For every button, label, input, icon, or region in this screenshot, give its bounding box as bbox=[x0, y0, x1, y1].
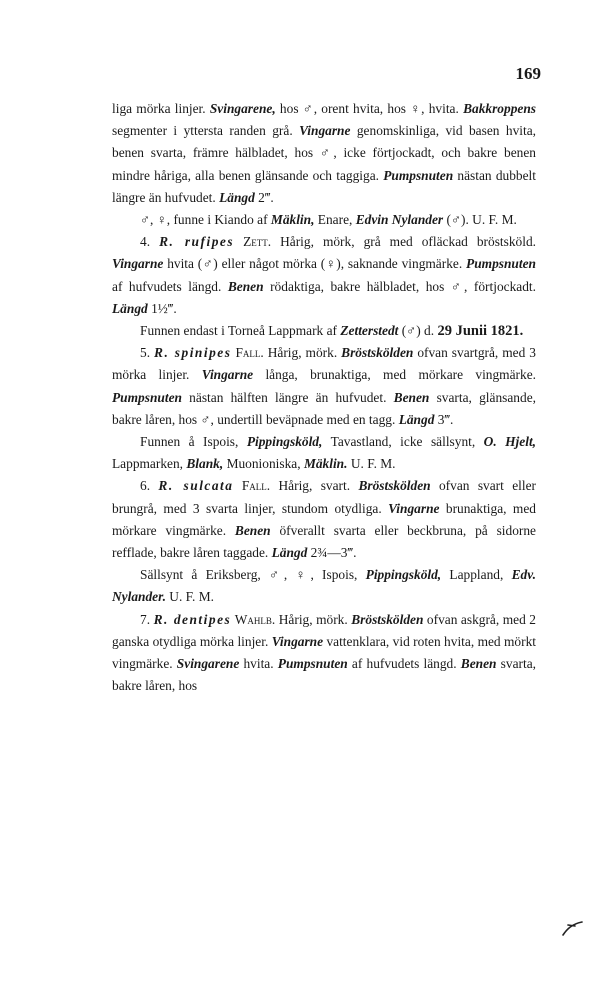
emphasized-text: Fall. bbox=[241, 478, 271, 494]
text-run: 2‴. bbox=[254, 189, 274, 205]
emphasized-text: R. sulcata bbox=[158, 478, 234, 494]
emphasized-text: Vingarne bbox=[271, 633, 324, 649]
text-run: långa, brunaktiga, med mörkare vingmärke. bbox=[253, 367, 536, 383]
paragraph bbox=[112, 98, 536, 209]
emphasized-text: R. rufipes bbox=[159, 234, 235, 250]
emphasized-text: Bröstskölden bbox=[341, 345, 414, 361]
text-run: svarta, bakre låren, hos bbox=[112, 656, 536, 694]
emphasized-text: Längd bbox=[398, 411, 435, 427]
emphasized-text: Wahlb. bbox=[234, 611, 276, 627]
page-number: 169 bbox=[515, 64, 541, 83]
emphasized-text: Benen bbox=[234, 522, 271, 538]
emphasized-text: Pippingsköld, bbox=[246, 434, 323, 450]
text-run: ofvan svart eller brungrå, med 3 svarta linjer, stundom otydliga. bbox=[112, 478, 536, 516]
text-run: U. F. M. bbox=[165, 589, 214, 605]
paragraph bbox=[112, 231, 536, 320]
emphasized-text: Pumpsnuten bbox=[112, 389, 182, 405]
text-run: svarta, glänsande, bakre låren, hos ♂, undertill beväpnade med en tagg. bbox=[112, 389, 536, 427]
emphasized-text: Bakkroppens bbox=[463, 101, 536, 116]
text-run bbox=[234, 234, 243, 249]
emphasized-text: Vingarne bbox=[112, 256, 164, 272]
text-run: Muonioniska, bbox=[223, 456, 304, 472]
emphasized-text: Bröstskölden bbox=[351, 611, 424, 627]
emphasized-text: Svingarene, bbox=[209, 101, 276, 116]
text-run: rödaktiga, bakre hälbladet, hos ♂, förtjockadt. bbox=[263, 278, 536, 294]
emphasized-text: Längd bbox=[219, 189, 255, 205]
paragraph bbox=[112, 431, 536, 475]
emphasized-text: 29 Junii 1821. bbox=[437, 323, 524, 340]
emphasized-text: Benen bbox=[460, 656, 497, 672]
text-run: liga mörka linjer. bbox=[112, 101, 210, 116]
text-run: 1½‴. bbox=[147, 300, 177, 316]
text-run: Funnen endast i Torneå Lappmark af bbox=[140, 323, 341, 339]
page-body-text bbox=[112, 98, 536, 697]
paragraph bbox=[112, 342, 536, 431]
text-run: (♂) d. bbox=[398, 323, 438, 339]
text-run: genomskinliga, vid basen hvita, benen svarta, främre hälbladet, hos ♂, icke förtjockadt, och bakre benen mindre håriga, alla benen glänsande och taggiga. bbox=[112, 123, 537, 183]
text-run: 2¾—3‴. bbox=[307, 545, 357, 561]
emphasized-text: Mäklin, bbox=[270, 212, 315, 228]
text-run: Lappland, bbox=[441, 567, 512, 583]
text-run: Hårig, mörk. bbox=[275, 611, 352, 627]
ink-stroke-mark bbox=[562, 920, 584, 936]
emphasized-text: Mäklin. bbox=[303, 456, 348, 472]
text-run: nästan hälften längre än hufvudet. bbox=[181, 389, 394, 405]
text-run: ♂, ♀, funne i Kiando af bbox=[140, 212, 271, 228]
text-run: Hårig, svart. bbox=[270, 478, 359, 494]
text-run: U. F. M. bbox=[347, 456, 396, 472]
paragraph bbox=[112, 564, 536, 608]
emphasized-text: Längd bbox=[271, 545, 308, 561]
emphasized-text: O. Hjelt, bbox=[483, 434, 537, 450]
emphasized-text: Benen bbox=[393, 389, 430, 405]
text-run: ofvan svartgrå, med 3 mörka linjer. bbox=[112, 345, 536, 383]
text-run: 3‴. bbox=[434, 411, 454, 427]
text-run: ofvan askgrå, med 2 ganska otydliga mörka linjer. bbox=[112, 611, 536, 649]
text-run: af hufvudets längd. bbox=[112, 278, 228, 294]
emphasized-text: Längd bbox=[112, 300, 148, 316]
emphasized-text: Vingarne bbox=[299, 123, 351, 139]
text-run: af hufvudets längd. bbox=[347, 656, 461, 672]
text-run: hvita (♂) eller något mörka (♀), saknande vingmärke. bbox=[163, 256, 467, 272]
text-run: Hårig, mörk, grå med ofläckad bröstsköld. bbox=[271, 234, 536, 250]
text-run: 5. bbox=[140, 345, 155, 361]
text-run: brunaktiga, med mörkare vingmärke. bbox=[112, 500, 536, 538]
emphasized-text: R. dentipes bbox=[153, 611, 232, 627]
emphasized-text: Zetterstedt bbox=[340, 323, 399, 339]
text-run: 7. bbox=[140, 611, 154, 627]
emphasized-text: Benen bbox=[227, 278, 264, 294]
text-run: segmenter i yttersta randen grå. bbox=[112, 123, 300, 139]
text-run: 6. bbox=[140, 478, 159, 494]
emphasized-text: Edvin Nylander bbox=[355, 212, 444, 228]
text-run: Hårig, mörk. bbox=[263, 345, 342, 361]
text-run: nästan dubbelt längre än hufvudet. bbox=[112, 167, 537, 205]
paragraph bbox=[112, 209, 536, 231]
text-run: Lappmarken, bbox=[112, 456, 187, 472]
paragraph bbox=[112, 609, 536, 698]
text-run: 4. bbox=[140, 234, 160, 250]
emphasized-text: Vingarne bbox=[388, 500, 440, 516]
text-run: (♂). U. F. M. bbox=[443, 212, 517, 228]
text-run: Sällsynt å Eriksberg, ♂, ♀, Ispois, bbox=[140, 567, 366, 583]
emphasized-text: Zett. bbox=[243, 234, 272, 250]
emphasized-text: Edv. Nylander. bbox=[112, 567, 536, 605]
text-run bbox=[233, 478, 241, 493]
emphasized-text: Pumpsnuten bbox=[466, 256, 536, 272]
text-run: vattenklara, vid roten hvita, med mörkt vingmärke. bbox=[112, 633, 536, 672]
emphasized-text: Bröstskölden bbox=[358, 478, 431, 494]
emphasized-text: Fall. bbox=[235, 345, 264, 361]
text-run: öfverallt svarta eller beckbruna, på sidorne refflade, bakre låren taggade. bbox=[112, 522, 537, 561]
text-run: Enare, bbox=[314, 212, 356, 228]
paragraph bbox=[112, 320, 536, 342]
emphasized-text: Pumpsnuten bbox=[383, 167, 454, 183]
text-run: Tavastland, icke sällsynt, bbox=[322, 434, 484, 450]
emphasized-text: Pippingsköld, bbox=[365, 567, 442, 583]
emphasized-text: Blank, bbox=[186, 456, 224, 472]
paragraph bbox=[112, 475, 536, 564]
text-run: Funnen å Ispois, bbox=[140, 434, 247, 450]
text-run: hos ♂, orent hvita, hos ♀, hvita. bbox=[275, 101, 464, 116]
emphasized-text: Svingarene bbox=[176, 656, 240, 672]
emphasized-text: R. spinipes bbox=[154, 345, 232, 361]
emphasized-text: Vingarne bbox=[201, 367, 254, 383]
text-run: hvita. bbox=[239, 656, 278, 672]
emphasized-text: Pumpsnuten bbox=[277, 656, 348, 672]
